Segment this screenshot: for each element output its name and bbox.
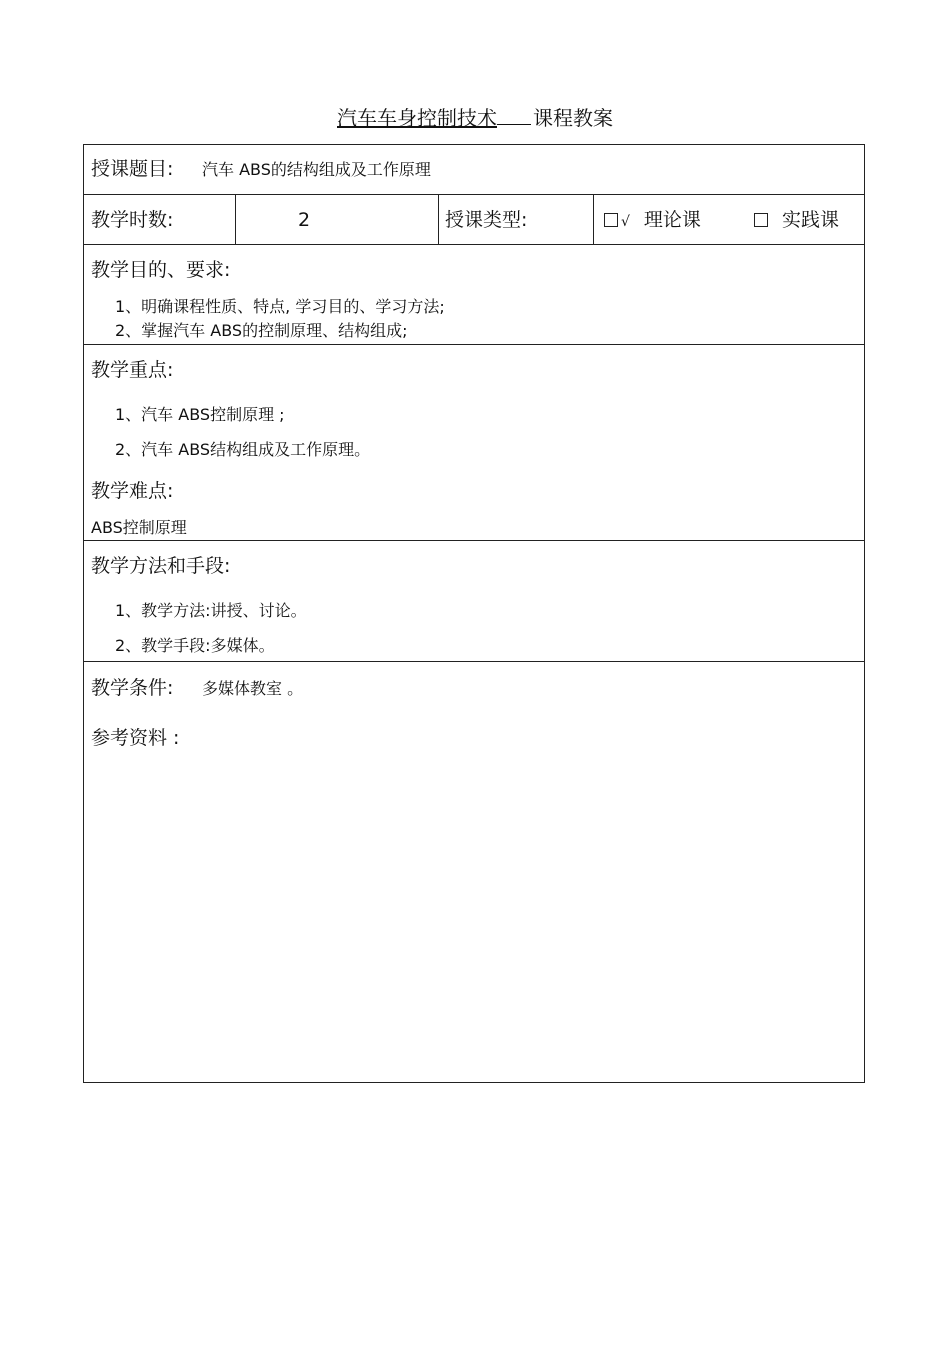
title-suffix: 课程教案 <box>533 106 613 130</box>
title-blank <box>497 104 531 125</box>
col-divider <box>593 195 594 245</box>
conditions-label: 教学条件: <box>91 677 174 699</box>
hours-label: 教学时数: <box>91 209 174 231</box>
objective-item: 2、掌握汽车 ABS的控制原理、结构组成; <box>115 321 408 340</box>
theory-option <box>604 208 701 234</box>
course-name: 汽车车身控制技术 <box>337 106 497 130</box>
practice-label: 实践课 <box>782 209 840 231</box>
method-item: 2、教学手段:多媒体。 <box>115 636 275 655</box>
key-point-item: 1、汽车 ABS控制原理 ; <box>115 405 285 424</box>
col-divider <box>235 195 236 245</box>
type-label: 授课类型: <box>445 209 528 231</box>
references-label: 参考资料 : <box>91 727 180 749</box>
row-divider <box>84 661 864 662</box>
key-point-item: 2、汽车 ABS结构组成及工作原理。 <box>115 440 371 459</box>
row-divider <box>84 194 864 195</box>
difficulties-label: 教学难点: <box>91 480 174 502</box>
col-divider <box>438 195 439 245</box>
topic-label: 授课题目: <box>91 158 174 180</box>
practice-checkbox <box>754 213 768 227</box>
hours-value: 2 <box>298 209 311 231</box>
objectives-label: 教学目的、要求: <box>91 259 231 281</box>
method-item: 1、教学方法:讲授、讨论。 <box>115 601 307 620</box>
row-divider <box>84 244 864 245</box>
lesson-plan-table <box>83 144 865 1083</box>
theory-checkbox <box>604 213 618 227</box>
practice-option <box>754 208 839 232</box>
theory-label: 理论课 <box>643 209 701 231</box>
topic-value: 汽车 ABS的结构组成及工作原理 <box>202 160 431 179</box>
row-divider <box>84 540 864 541</box>
key-points-label: 教学重点: <box>91 359 174 381</box>
row-divider <box>84 344 864 345</box>
conditions-value: 多媒体教室 。 <box>202 679 304 698</box>
objective-item: 1、明确课程性质、特点, 学习目的、学习方法; <box>115 297 445 316</box>
methods-label: 教学方法和手段: <box>91 555 231 577</box>
difficulties-value: ABS控制原理 <box>91 518 187 537</box>
check-mark: √ <box>621 214 630 230</box>
page-title <box>0 104 950 131</box>
